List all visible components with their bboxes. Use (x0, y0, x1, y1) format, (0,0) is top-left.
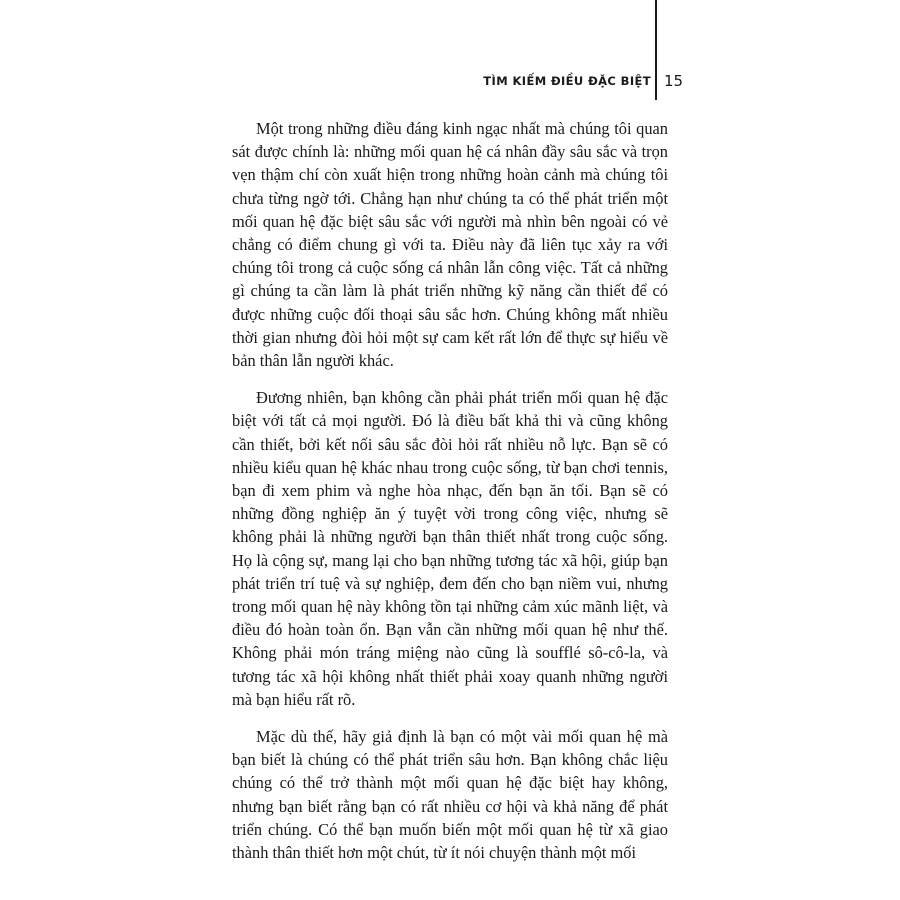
page-number: 15 (664, 72, 684, 90)
paragraph-2: Đương nhiên, bạn không cần phải phát triển mối quan hệ đặc biệt với tất cả mọi người. Đó là điều bất khả thi và cũng không cần thiết, bởi kết nối sâu sắc đòi hỏi rất nhiều nỗ lực. Bạn sẽ có nhiều kiểu quan hệ khác nhau trong cuộc sống, từ bạn chơi tennis, bạn đi xem phim và nghe hòa nhạc, đến bạn ăn tối. Bạn sẽ có những đồng nghiệp ăn ý tuyệt vời trong công việc, nhưng sẽ không phải là những người bạn thân thiết nhất trong cuộc sống. Họ là cộng sự, mang lại cho bạn những tương tác xã hội, giúp bạn phát triển trí tuệ và sự nghiệp, đem đến cho bạn niềm vui, nhưng trong mối quan hệ này không tồn tại những cảm xúc mãnh liệt, và điều đó hoàn toàn ổn. Bạn vẫn cần những mối quan hệ như thế. Không phải món tráng miệng nào cũng là soufflé sô-cô-la, và tương tác xã hội không nhất thiết phải xoay quanh những người mà bạn hiểu rất rõ. (232, 388, 668, 709)
header-divider-line (655, 0, 657, 100)
body-text (232, 117, 668, 878)
paragraph-1: Một trong những điều đáng kinh ngạc nhất mà chúng tôi quan sát được chính là: những mối quan hệ cá nhân đầy sâu sắc và trọn vẹn thậm chí còn xuất hiện trong những hoàn cảnh mà chúng tôi chưa từng ngờ tới. Chẳng hạn như chúng ta có thể phát triển một mối quan hệ đặc biệt sâu sắc với người mà nhìn bên ngoài có vẻ chẳng có điểm chung gì với ta. Điều này đã liên tục xảy ra với chúng tôi trong cả cuộc sống cá nhân lẫn công việc. Tất cả những gì chúng ta cần làm là phát triển những kỹ năng cần thiết để có được những cuộc đối thoại sâu sắc hơn. Chúng không mất nhiều thời gian nhưng đòi hỏi một sự cam kết rất lớn để thực sự hiểu về bản thân lẫn người khác. (232, 119, 668, 371)
running-head: TÌM KIẾM ĐIỀU ĐẶC BIỆT (483, 74, 651, 88)
paragraph-3: Mặc dù thế, hãy giả định là bạn có một vài mối quan hệ mà bạn biết là chúng có thể phát triển sâu hơn. Bạn không chắc liệu chúng có thể trở thành một mối quan hệ đặc biệt hay không, nhưng bạn biết rằng bạn có rất nhiều cơ hội và khả năng để phát triển chúng. Có thể bạn muốn biến một mối quan hệ từ xã giao thành thân thiết hơn một chút, từ ít nói chuyện thành một mối (232, 727, 668, 863)
